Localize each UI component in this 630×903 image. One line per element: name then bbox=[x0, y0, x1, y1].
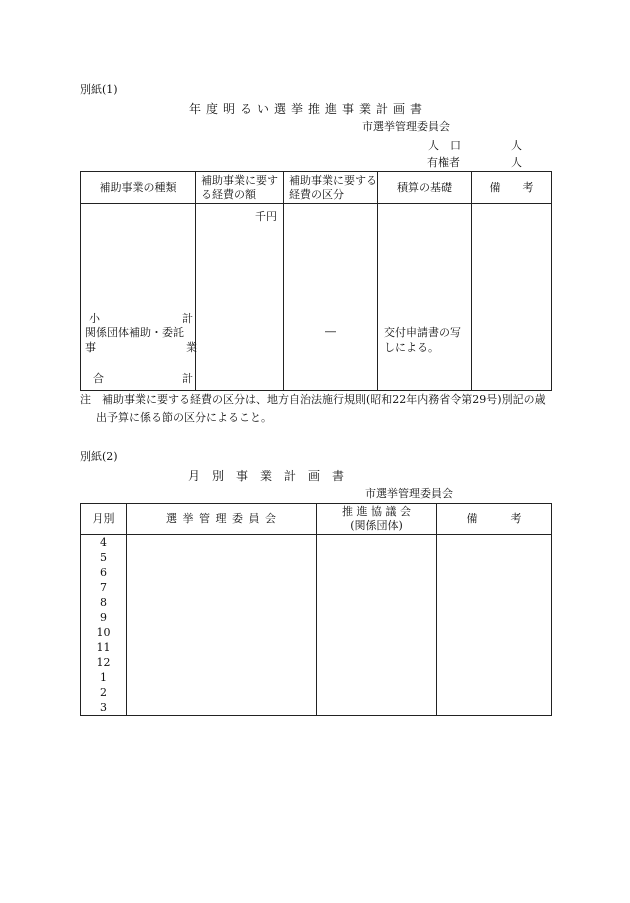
expense-plan-table bbox=[80, 171, 552, 391]
col-monthly-remarks: 備 考 bbox=[437, 504, 552, 535]
form2-org: 市選挙管理委員会 bbox=[365, 487, 453, 500]
monthly-remarks-cell bbox=[437, 535, 552, 716]
population-label: 人 口 bbox=[428, 139, 461, 152]
subsidy-type-cell bbox=[81, 204, 196, 391]
form1-org: 市選挙管理委員会 bbox=[362, 120, 450, 133]
remarks-cell bbox=[472, 204, 552, 391]
month-item: 4 bbox=[100, 536, 107, 549]
calculation-basis-cell bbox=[378, 204, 472, 391]
col-subsidy-type: 補助事業の種類 bbox=[81, 172, 196, 204]
monthly-plan-body-row bbox=[81, 535, 552, 716]
expense-plan-body-row bbox=[81, 204, 552, 391]
expense-amount-cell bbox=[196, 204, 284, 391]
form1-label: 別紙(1) bbox=[80, 83, 118, 96]
population-unit: 人 bbox=[511, 139, 522, 152]
assoc-subsidy-label: 関係団体補助・委託 事 業 bbox=[85, 326, 197, 354]
col-month: 月別 bbox=[81, 504, 127, 535]
month-item: 1 bbox=[100, 671, 107, 684]
form1-title: 年度明るい選挙推進事業計画書 bbox=[189, 102, 428, 116]
form2-title: 月 別 事 業 計 画 書 bbox=[188, 469, 345, 483]
committee-column-cell bbox=[127, 535, 317, 716]
col-promotion-council: 推 進 協 議 会 (関係団体) bbox=[317, 504, 437, 535]
expense-category-cell bbox=[284, 204, 378, 391]
month-item: 12 bbox=[96, 656, 111, 669]
form2-label: 別紙(2) bbox=[80, 450, 118, 463]
council-column-cell bbox=[317, 535, 437, 716]
month-item: 10 bbox=[96, 626, 111, 639]
col-calculation-basis: 積算の基礎 bbox=[378, 172, 472, 204]
col-election-committee: 選 挙 管 理 委 員 会 bbox=[127, 504, 317, 535]
assoc-category-dash: ― bbox=[325, 325, 336, 338]
col-expense-category: 補助事業に要する経費の区分 bbox=[284, 172, 378, 204]
col-remarks: 備 考 bbox=[472, 172, 552, 204]
footnote: 注 補助事業に要する経費の区分は、地方自治法施行規則(昭和22年内務省令第29号)別記の歳出予算に係る節の区分によること。 bbox=[80, 393, 546, 424]
month-item: 9 bbox=[100, 611, 107, 624]
unit-label: 千円 bbox=[255, 210, 277, 223]
month-item: 2 bbox=[100, 686, 107, 699]
month-item: 8 bbox=[100, 596, 107, 609]
month-list bbox=[81, 535, 127, 716]
total-label: 合 計 bbox=[93, 372, 193, 385]
month-item: 11 bbox=[96, 641, 111, 654]
col-expense-amount: 補助事業に要する経費の額 bbox=[196, 172, 284, 204]
voters-unit: 人 bbox=[511, 156, 522, 169]
expense-plan-header-row bbox=[81, 172, 552, 204]
month-item: 7 bbox=[100, 581, 107, 594]
monthly-plan-header-row bbox=[81, 504, 552, 535]
month-item: 5 bbox=[100, 551, 107, 564]
subtotal-label: 小 計 bbox=[89, 312, 193, 325]
monthly-plan-table bbox=[80, 503, 552, 716]
assoc-basis-text: 交付申請書の写しによる。 bbox=[384, 326, 461, 354]
month-item: 6 bbox=[100, 566, 107, 579]
voters-label: 有権者 bbox=[427, 156, 460, 169]
month-item: 3 bbox=[100, 701, 107, 714]
